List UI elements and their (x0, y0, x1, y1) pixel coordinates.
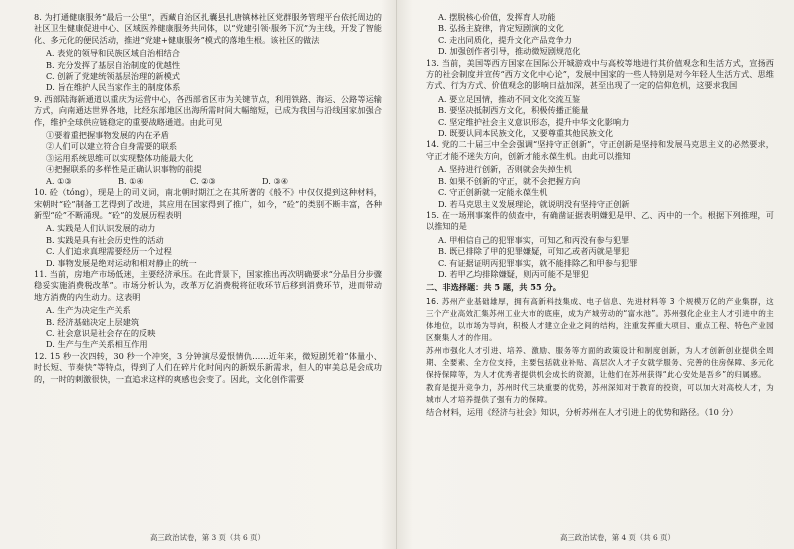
q15-option-c: C. 有证据证明丙犯罪事实，就不能排除乙和甲参与犯罪 (438, 257, 638, 268)
right-page (426, 12, 774, 533)
q14-option-a: A. 坚持进行创新，否则就会失掉生机 (438, 164, 572, 175)
q11-stem: 11. 当前，房地产市场低迷，主要经济承压。在此背景下，国家推出再次明确要求“分品目分步骤稳妥实施消费税改革”。市场分析认为，改革万亿消费税将征收环节后移到消费环节，进而带动地方消费的内生动力。这表明 (34, 268, 382, 302)
q9-statement-1: ①要着重把握事物发展的内在矛盾 (46, 130, 169, 141)
q13-option-d: D. 既要认同本民族文化，又要尊重其他民族文化 (438, 128, 614, 139)
q10-option-c: C. 人们追求真理需要经历一个过程 (46, 246, 172, 257)
q10-option-a: A. 实践是人们认识发展的动力 (46, 223, 156, 234)
q14-option-d: D. 若马克思主义发展理论，就说明没有坚持守正创新 (438, 198, 630, 209)
q11-option-d: D. 生产与生产关系相互作用 (46, 339, 148, 350)
q16-paragraph-1: 16. 苏州产业基础雄厚，拥有高新科技集成、电子信息、先进材料等 3 个规模万亿的产业集群，这三个产业高效汇集苏州工业大市的底座，成为产城劳动的“富水池”。苏州强化企业主人才引进中的主体地位，以市场为导向，积极人才建立企业之间的结构，注重发挥重大项目、重点工程、特色产业园区聚集人才的作用。 (426, 296, 774, 342)
q9-statement-2: ②人们可以建立符合自身需要的联系 (46, 141, 178, 152)
q15-option-a: A. 甲相信自己的犯罪事实，可知乙和丙没有参与犯罪 (438, 234, 630, 245)
q13-stem: 13. 当前，美国等西方国家在国际公开城游戏中与高校等地进行其价值观念和生活方式，宣扬西方的社会制度并宣传“西方文化中心论”，发展中国家的一些人特别是对今年轻人生活方式、思维方式、行为方式、价值观念的影响日益加深，甚至出现了一定的信仰危机，这要求我国 (426, 57, 774, 91)
q13-option-c: C. 坚定维护社会主义意识形态，提升中华文化影响力 (438, 116, 630, 127)
q11-option-c: C. 社会意识是社会存在的反映 (46, 327, 156, 338)
q16-task: 结合材料，运用《经济与社会》知识，分析苏州在人才引进上的优势和路径。（10 分） (426, 406, 738, 417)
q14-option-b: B. 如果不创新的守正，就不会把握方向 (438, 175, 581, 186)
q16-paragraph-3: 教育是提升竞争力，苏州时代三块重要的优势，苏州深知对于教育的投资，可以加大对高校人才，为城市人才培养提供了强有力的保障。 (426, 382, 774, 404)
q15-option-b: B. 既已排除了甲的犯罪嫌疑，可知乙或者丙就是罪犯 (438, 246, 630, 257)
q12-option-b: B. 弘扬主旋律，肯定短剧演的文化 (438, 23, 564, 34)
q9-stem: 9. 西部陆海新通道以重庆为运营中心，各西部省区市为关键节点，利用铁路、海运、公路等运输方式，向南通达世界各地，比经东部地区出海所需时间大幅缩短，已成为我国与沿线国家加强合作，维护全球供应链稳定的重要战略通道。由此可见 (34, 93, 382, 127)
q10-option-d: D. 事物发展是绝对运动和相对静止的统一 (46, 257, 197, 268)
q10-stem: 10. 砼（tóng），现是上的司义词，南北朝时期江之在其所著的《般不》中仅仅提到这种材料，宋朝时“砼”制备工艺得到了改进，其应用在国家得到了推广，如今，“砼”的类别不断丰富，各种新型“砼”不断涌现。“砼”的发展历程表明 (34, 187, 382, 220)
footer-right: 高三政治试卷，第 4 页（共 6 页） (560, 533, 675, 542)
q9-choice-d: D. ③④ (262, 175, 289, 186)
q9-statement-4: ④把握联系的多样性是正确认识事物的前提 (46, 164, 202, 175)
q15-option-d: D. 若甲乙均排除嫌疑，则丙可能不是罪犯 (438, 268, 589, 279)
q12-option-c: C. 走出同质化，提升文化产品竞争力 (438, 34, 572, 45)
q8-option-c: C. 创新了党建统领基层治理的新模式 (46, 71, 180, 82)
left-page (34, 12, 382, 533)
q14-stem: 14. 党的二十届三中全会强调“坚持守正创新”，守正创新是坚持和发展马克思主义的必然要求，守正才能不迷失方向，创新才能永葆生机。由此可以推知 (426, 139, 774, 161)
q12-option-d: D. 加强创作者引导，推动微短剧规范化 (438, 46, 581, 57)
q9-choices (34, 176, 382, 187)
footer-left: 高三政治试卷，第 3 页（共 6 页） (150, 533, 265, 542)
q16-paragraph-2: 苏州市强化人才引进、培养、激励、服务等方面的政策设计和制度创新，为人才创新创业提供全周期、全要素、全方位支持，主要包括就业补贴、高层次人才子女就学服务、完善的住房保障、多元化保持保障等，为人才优秀者提供机会成长的资源，让他们在苏州获得“此心安处是吾乡”的归属感。 (426, 345, 774, 379)
page-fold (396, 0, 397, 549)
section-title: 二、非选择题：共 5 题，共 55 分。 (426, 282, 561, 293)
q14-option-c: C. 守正创新就一定能永葆生机 (438, 187, 548, 198)
q8-option-a: A. 表党的领导和民族区域自治相结合 (46, 48, 180, 59)
q9-choice-c: C. ②③ (190, 175, 216, 186)
q13-option-a: A. 要立足国情，推动不同文化交流互鉴 (438, 93, 581, 104)
q10-option-b: B. 实践是具有社会历史性的活动 (46, 234, 164, 245)
q9-choice-a: A. ①③ (46, 175, 72, 186)
q11-option-a: A. 生产为决定生产关系 (46, 305, 131, 316)
q15-stem: 15. 在一场刑事案件的侦查中，有确凿证据表明嫌犯是甲、乙、丙中的一个。根据下列推理，可以推知的是 (426, 209, 774, 232)
q8-option-d: D. 旨在维护人民当家作主的制度体系 (46, 82, 181, 93)
q8-option-b: B. 充分发挥了基层自治制度的优越性 (46, 59, 181, 70)
q9-choice-b: B. ①④ (118, 175, 144, 186)
q13-option-b: B. 要坚决抵制西方文化，积极传播正能量 (438, 105, 589, 116)
q12-stem: 12. 15 秒一次四转，30 秒一个冲突，3 分钟演尽爱恨情仇……近年来，微短剧凭着“体量小、时长短、节奏快”等特点，得到了人们在碎片化时间内的新娱乐新需求，但人的审美总是会成功的，一时的刺激很快，一直追求这样的爽感也会变了。因此，文化创作需要 (34, 350, 382, 384)
q12-option-a: A. 摆脱核心价值，发挥育人功能 (438, 12, 556, 22)
q11-option-b: B. 经济基础决定上层建筑 (46, 316, 140, 327)
q8-stem: 8. 为打通健康服务“最后一公里”，西藏自治区扎囊县扎唐镇林社区党群服务管理平台依托周边的社区卫生健康促进中心、区域医养健康服务共同体，以“党建引领·服务下沉”为主线，开发了智能化、多元化的便民活动，推进“党建+健康服务”模式的落地生根。该社区的做法 (34, 12, 382, 45)
q9-statement-3: ③运用系统思维可以实现整体功能最大化 (46, 152, 194, 163)
